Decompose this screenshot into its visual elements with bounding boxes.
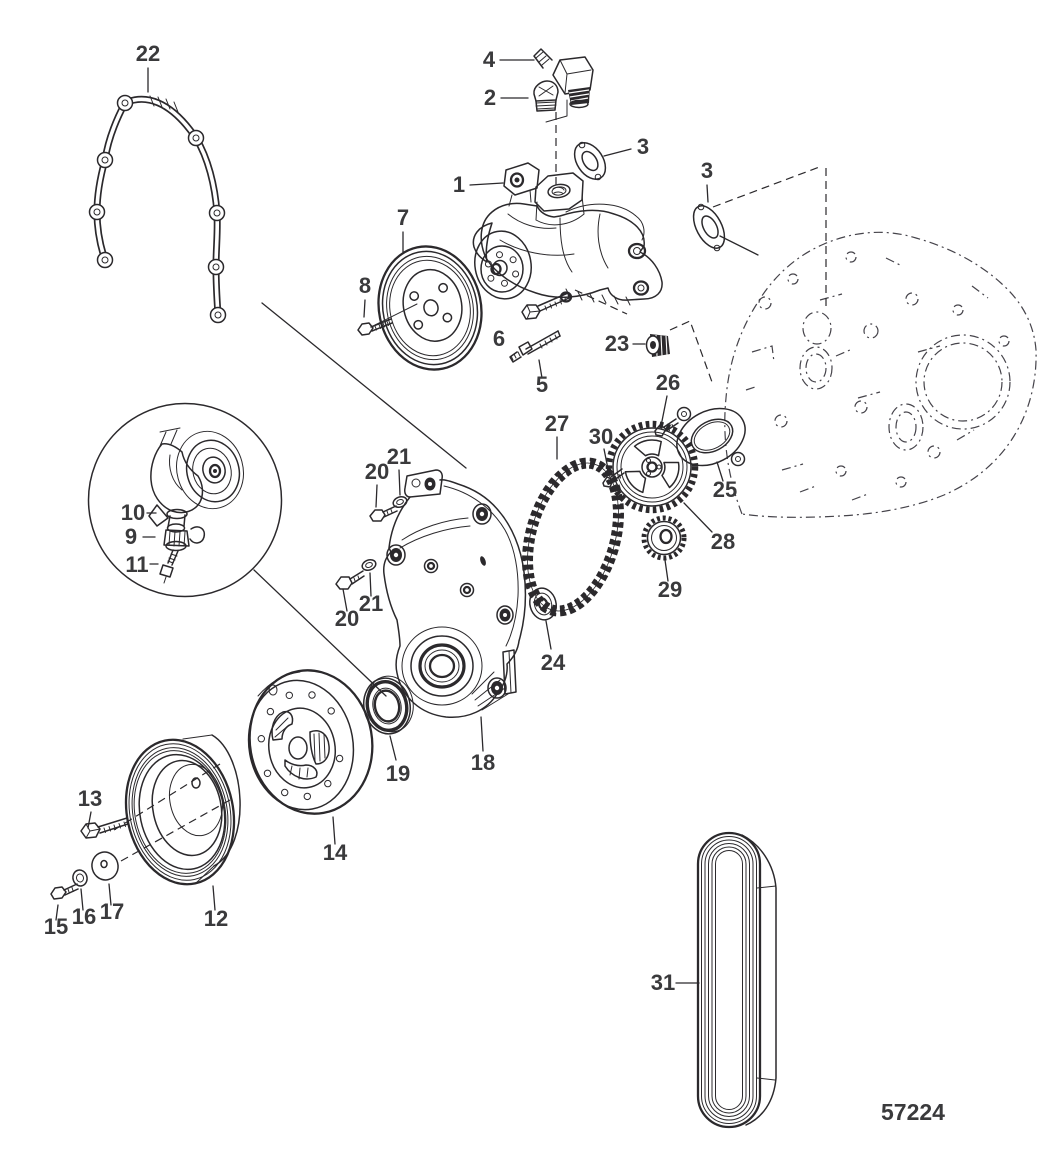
stud-5-drawing xyxy=(510,331,560,362)
gasket-22-drawing xyxy=(90,96,226,323)
callout-21a: 21 xyxy=(386,444,412,469)
pulley-12-drawing xyxy=(113,730,247,895)
callout-10: 10 xyxy=(120,500,146,525)
engine-block-phantom-drawing xyxy=(725,232,1036,517)
callout-20b: 20 xyxy=(334,606,360,631)
washer-17-drawing xyxy=(89,849,121,883)
callout-24: 24 xyxy=(540,650,566,675)
timing-cover-18-drawing xyxy=(384,470,526,717)
callout-17: 17 xyxy=(99,899,125,924)
callout-22: 22 xyxy=(135,41,161,66)
callout-9: 9 xyxy=(124,524,138,549)
belt-31-drawing xyxy=(698,833,776,1127)
callout-labels xyxy=(44,41,737,995)
callout-1: 1 xyxy=(452,172,466,197)
callout-8: 8 xyxy=(358,273,372,298)
callout-13: 13 xyxy=(77,786,103,811)
fitting-4-drawing xyxy=(534,49,593,108)
damper-14-drawing xyxy=(238,661,383,824)
callout-12: 12 xyxy=(203,906,229,931)
callout-3a: 3 xyxy=(636,134,650,159)
gasket-3b-drawing xyxy=(687,201,731,253)
water-pump-drawing xyxy=(470,100,663,305)
callout-29: 29 xyxy=(657,577,683,602)
nut-23-drawing xyxy=(647,334,671,357)
callout-14: 14 xyxy=(322,840,348,865)
callout-18: 18 xyxy=(470,750,496,775)
callout-7: 7 xyxy=(396,205,410,230)
seal-19-drawing xyxy=(359,672,419,738)
callout-31: 31 xyxy=(650,970,676,995)
bolt-15-drawing xyxy=(51,884,78,899)
inset-detail-circle xyxy=(89,404,282,597)
gasket-3a-drawing xyxy=(568,137,612,185)
callout-leader-lines xyxy=(56,60,723,983)
callout-28: 28 xyxy=(710,529,736,554)
callout-19: 19 xyxy=(385,761,411,786)
plug-2-drawing xyxy=(534,81,558,111)
callout-20a: 20 xyxy=(364,459,390,484)
callout-21b: 21 xyxy=(358,591,384,616)
callout-5: 5 xyxy=(535,372,549,397)
callout-23: 23 xyxy=(604,331,630,356)
callout-15: 15 xyxy=(43,914,69,939)
washer-24-drawing xyxy=(526,585,559,623)
callout-30: 30 xyxy=(588,424,614,449)
callout-11: 11 xyxy=(125,552,149,577)
pulley-7-drawing xyxy=(367,237,493,379)
callout-26: 26 xyxy=(655,370,681,395)
callout-25: 25 xyxy=(712,477,738,502)
callout-3b: 3 xyxy=(700,158,714,183)
cam-sprocket-28-drawing xyxy=(609,424,695,510)
drawing-number: 57224 xyxy=(881,1099,945,1125)
callout-16: 16 xyxy=(71,904,97,929)
callout-2: 2 xyxy=(483,85,497,110)
callout-27: 27 xyxy=(544,411,570,436)
callout-4: 4 xyxy=(482,47,496,72)
crank-sprocket-29-drawing xyxy=(644,518,684,558)
plate-25-drawing xyxy=(667,397,755,477)
callout-6: 6 xyxy=(492,326,506,351)
